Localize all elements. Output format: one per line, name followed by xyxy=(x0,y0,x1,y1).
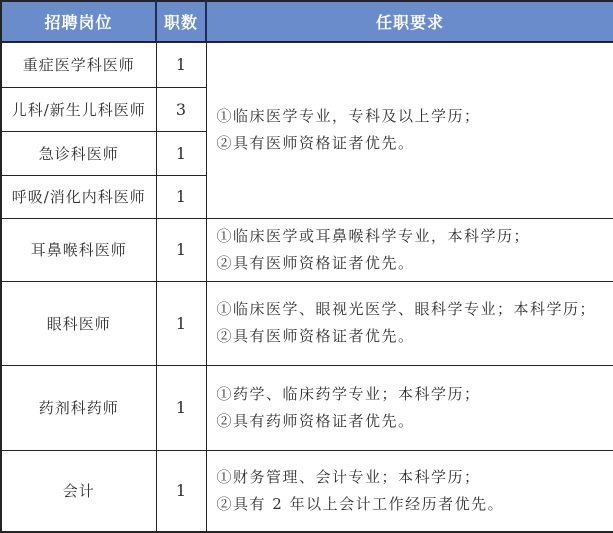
count-cell: 1 xyxy=(156,450,206,532)
table-row xyxy=(1,365,613,450)
position-cell: 儿科/新生儿科医师 xyxy=(1,87,156,131)
count-cell: 3 xyxy=(156,87,206,131)
count-cell: 1 xyxy=(156,365,206,450)
table-row xyxy=(1,281,613,365)
position-cell: 药剂科药师 xyxy=(1,365,156,450)
requirements-cell xyxy=(206,218,613,281)
requirements-cell xyxy=(206,42,613,218)
requirement-line: ①财务管理、会计专业；本科学历； xyxy=(216,467,481,486)
requirement-line: ①药学、临床药学专业；本科学历； xyxy=(216,384,481,403)
position-cell: 重症医学科医师 xyxy=(1,42,156,87)
position-cell: 急诊科医师 xyxy=(1,131,156,175)
requirements-cell xyxy=(206,450,613,532)
table-row xyxy=(1,42,613,87)
position-cell: 耳鼻喉科医师 xyxy=(1,218,156,281)
header-cell-requirements: 任职要求 xyxy=(206,1,613,42)
requirements-cell xyxy=(206,281,613,365)
requirement-line: ②具有医师资格证者优先。 xyxy=(216,253,415,272)
position-cell: 眼科医师 xyxy=(1,281,156,365)
requirement-line: ②具有医师资格证者优先。 xyxy=(216,134,415,153)
requirement-line: ②具有 2 年以上会计工作经历者优先。 xyxy=(216,494,505,513)
table-row xyxy=(1,450,613,532)
requirement-line: ①临床医学、眼视光医学、眼科学专业；本科学历； xyxy=(216,300,597,318)
requirement-line: ②具有药师资格证者优先。 xyxy=(216,411,415,430)
requirements-cell xyxy=(206,365,613,450)
header-cell-count: 职数 xyxy=(156,1,206,42)
count-cell: 1 xyxy=(156,42,206,87)
position-cell: 呼吸/消化内科医师 xyxy=(1,175,156,218)
header-cell-position: 招聘岗位 xyxy=(1,1,156,42)
requirement-line: ①临床医学专业，专科及以上学历； xyxy=(216,107,481,126)
table-row xyxy=(1,218,613,281)
requirement-line: ②具有医师资格证者优先。 xyxy=(216,327,415,345)
position-cell: 会计 xyxy=(1,450,156,532)
count-cell: 1 xyxy=(156,175,206,218)
count-cell: 1 xyxy=(156,131,206,175)
table-header-row xyxy=(1,1,613,42)
count-cell: 1 xyxy=(156,281,206,365)
requirement-line: ①临床医学或耳鼻喉科学专业，本科学历； xyxy=(216,226,531,245)
count-cell: 1 xyxy=(156,218,206,281)
